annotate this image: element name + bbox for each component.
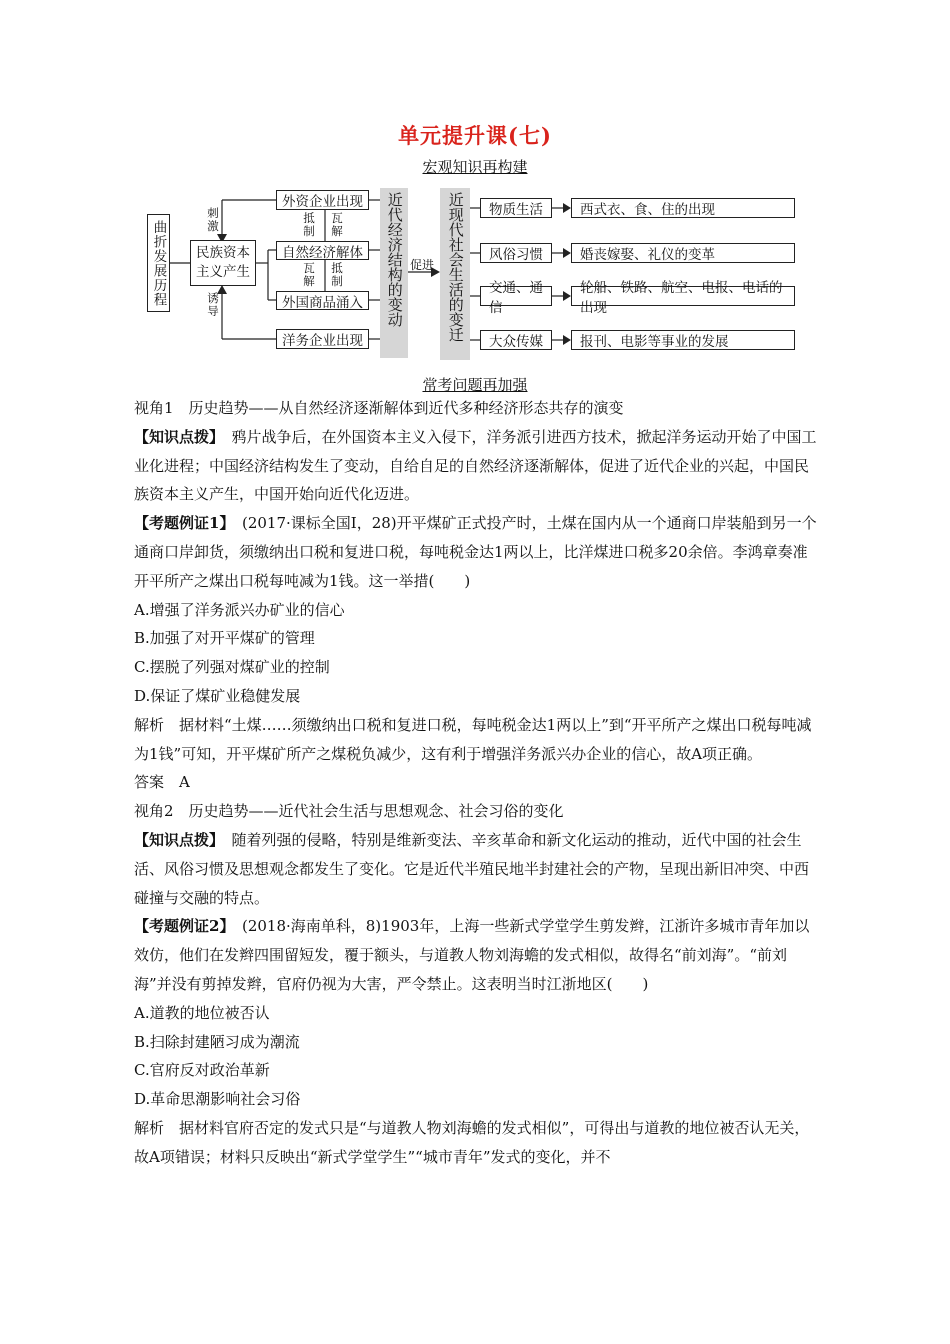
economic-structure-column (380, 188, 408, 358)
option-2a: A.道教的地位被否认 (134, 1003, 270, 1022)
promote-label: 促进 (410, 258, 435, 272)
natural-economy-label: 自然经济解体 (282, 244, 363, 261)
example-tag-1: 【考题例证1】 (134, 514, 227, 533)
national-capitalism-box (190, 240, 256, 286)
social-life-column (440, 188, 470, 360)
diagram-connectors (0, 0, 950, 380)
knowledge-tag-2: 【知识点拨】 (134, 830, 217, 849)
perspective2-heading: 视角2 历史趋势——近代社会生活与思想观念、社会习俗的变化 (134, 802, 564, 821)
detail-material-life (571, 198, 795, 218)
detail-material-life-label: 西式衣、食、住的出现 (580, 202, 715, 218)
resist-label-2: 抵制 (331, 261, 343, 288)
induce-label: 诱导 (207, 291, 219, 318)
option-1d: D.保证了煤矿业稳健发展 (134, 686, 301, 705)
social-life-label: 近现代社会生活的变迁 (446, 192, 465, 342)
answer-1: 答案 A (134, 773, 190, 792)
detail-media (571, 330, 795, 350)
natural-economy-box (276, 241, 369, 260)
national-capitalism-line2: 主义产生 (196, 264, 250, 280)
page-title: 单元提升课(七) (398, 123, 552, 148)
development-process-box (147, 214, 170, 312)
disintegrate-label-1: 瓦解 (331, 211, 343, 238)
detail-media-label: 报刊、电影等事业的发展 (580, 334, 729, 350)
perspective2-knowledge (134, 826, 818, 912)
perspective2-example (134, 912, 818, 998)
resist-label-1: 抵制 (303, 211, 315, 238)
perspective1-heading: 视角1 历史趋势——从自然经济逐渐解体到近代多种经济形态共存的演变 (134, 399, 624, 417)
detail-customs-label: 婚丧嫁娶、礼仪的变革 (580, 247, 715, 263)
analysis-1: 解析 据材料“土煤……须缴纳出口税和复进口税，每吨税金达1两以上”到“开平所产之煤出口税每吨减为1钱”可知，开平煤矿所产之煤税负减少，这有利于增强洋务派兴办企业的信心，故A项正确。 (134, 715, 812, 763)
disintegrate-label-2: 瓦解 (303, 261, 315, 288)
foreign-goods-box (276, 291, 369, 310)
foreign-enterprise-box (276, 190, 369, 210)
option-2c: C.官府反对政治革新 (134, 1061, 270, 1080)
detail-customs (571, 243, 795, 263)
foreign-goods-label: 外国商品涌入 (282, 294, 363, 311)
category-transport (480, 280, 552, 316)
category-material-life (480, 198, 552, 218)
perspective1-knowledge (134, 423, 818, 509)
option-1a: A.增强了洋务派兴办矿业的信心 (134, 600, 345, 619)
example-text-1: (2017·课标全国Ⅰ，28)开平煤矿正式投产时，土煤在国内从一个通商口岸装船到另一个通商口岸卸货，须缴纳出口税和复进口税，每吨税金达1两以上，比洋煤进口税多20余倍。李鸿章奏准开平所产之煤出口税每吨减为1钱。这一举措( ) (134, 514, 817, 590)
detail-transport-label: 轮船、铁路、航空、电报、电话的出现 (580, 280, 783, 316)
example-text-2: (2018·海南单科，8)1903年，上海一些新式学堂学生剪发辫，江浙许多城市青年加以效仿，他们在发辫四围留短发，覆于额头，与道教人物刘海蟾的发式相似，故得名“前刘海”。“前刘海”并没有剪掉发辫，官府仍视为大害，严令禁止。这表明当时江浙地区( ) (134, 917, 810, 993)
option-1b: B.加强了对开平煤矿的管理 (134, 629, 315, 648)
section-title-knowledge: 宏观知识再构建 (422, 158, 528, 176)
knowledge-tag-1: 【知识点拨】 (134, 427, 217, 446)
category-customs-label: 风俗习惯 (489, 247, 543, 263)
perspective1-example (134, 509, 818, 595)
westernization-enterprise-box (276, 329, 369, 349)
detail-transport (571, 280, 795, 316)
body-text (134, 394, 818, 1172)
option-1c: C.摆脱了列强对煤矿业的控制 (134, 658, 330, 677)
economic-structure-label: 近代经济结构的变动 (385, 192, 404, 327)
category-transport-label: 交通、通信 (489, 280, 543, 316)
option-2b: B.扫除封建陋习成为潮流 (134, 1032, 300, 1051)
section-title-questions: 常考问题再加强 (422, 376, 528, 394)
category-material-life-label: 物质生活 (489, 202, 543, 218)
example-tag-2: 【考题例证2】 (134, 917, 227, 936)
category-media (480, 330, 552, 350)
westernization-enterprise-label: 洋务企业出现 (282, 333, 363, 349)
stimulate-label: 刺激 (207, 206, 219, 233)
national-capitalism-line1: 民族资本 (196, 245, 250, 261)
knowledge-text-1: 鸦片战争后，在外国资本主义入侵下，洋务派引进西方技术，掀起洋务运动开始了中国工业化进程；中国经济结构发生了变动，自给自足的自然经济逐渐解体，促进了近代企业的兴起，中国民族资本主义产生，中国开始向近代化迈进。 (134, 427, 817, 504)
development-process-label: 曲折发展历程 (150, 219, 167, 307)
knowledge-text-2: 随着列强的侵略，特别是维新变法、辛亥革命和新文化运动的推动，近代中国的社会生活、风俗习惯及思想观念都发生了变化。它是近代半殖民地半封建社会的产物，呈现出新旧冲突、中西碰撞与交融的特点。 (134, 830, 810, 907)
foreign-enterprise-label: 外资企业出现 (282, 194, 363, 210)
option-2d: D.革命思潮影响社会习俗 (134, 1090, 301, 1109)
category-media-label: 大众传媒 (489, 334, 543, 350)
analysis-2: 解析 据材料官府否定的发式只是“与道教人物刘海蟾的发式相似”，可得出与道教的地位被否认无关，故A项错误；材料只反映出“新式学堂学生”“城市青年”发式的变化，并不 (134, 1118, 810, 1166)
category-customs (480, 243, 552, 263)
